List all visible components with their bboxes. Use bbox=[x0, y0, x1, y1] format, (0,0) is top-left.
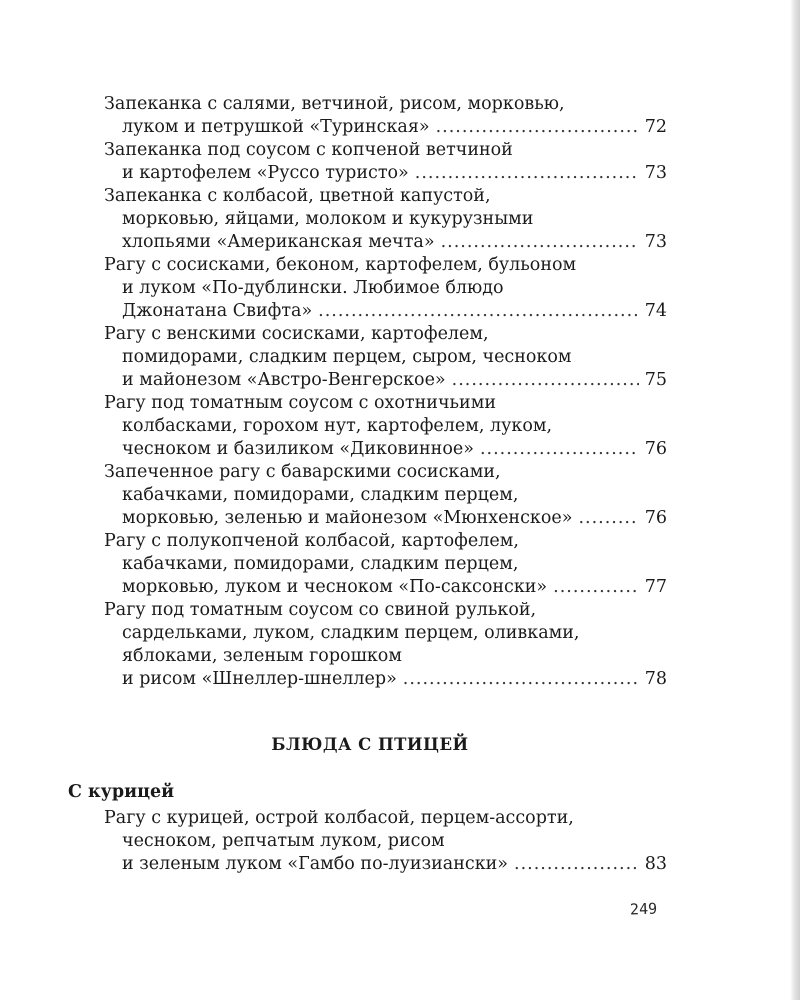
toc-page-number: 73 bbox=[644, 163, 667, 183]
toc-entry bbox=[104, 530, 667, 599]
dot-leader bbox=[403, 668, 639, 691]
toc-entry-continuation-line: кабачками, помидорами, сладким перцем, bbox=[122, 554, 519, 574]
toc-page-number: 74 bbox=[644, 301, 667, 321]
toc-entry bbox=[104, 392, 667, 461]
toc-page-number: 72 bbox=[644, 117, 667, 137]
toc-entry bbox=[104, 93, 667, 139]
toc-page-number: 77 bbox=[644, 577, 667, 597]
toc-entry-last-line bbox=[104, 853, 667, 876]
subsection-title: С курицей bbox=[68, 782, 175, 802]
toc-entry-first-line: Рагу под томатным соусом с охотничьими bbox=[104, 393, 496, 413]
toc-entry-last-line bbox=[104, 162, 667, 185]
toc-entry-last-line-text: луком и петрушкой «Туринская» bbox=[122, 117, 430, 137]
toc-entry-last-line bbox=[104, 576, 667, 599]
toc-entry-continuation-line: кабачками, помидорами, сладким перцем, bbox=[122, 485, 519, 505]
dot-leader bbox=[436, 116, 639, 139]
toc-entry bbox=[104, 323, 667, 392]
toc-entry-continuation-line: чесноком, репчатым луком, рисом bbox=[122, 831, 445, 851]
toc-entry-continuation-line: сардельками, луком, сладким перцем, оливками, bbox=[122, 623, 580, 643]
toc-entry-last-line bbox=[104, 116, 667, 139]
toc-entry-last-line bbox=[104, 231, 667, 254]
dot-leader bbox=[480, 438, 639, 461]
toc-entry-continuation-line: морковью, яйцами, молоком и кукурузными bbox=[122, 209, 534, 229]
toc-entry-continuation-line: яблоками, зеленым горошком bbox=[122, 646, 402, 666]
toc-entry-last-line bbox=[104, 668, 667, 691]
toc-entry-last-line-text: и картофелем «Руссо туристо» bbox=[122, 163, 409, 183]
toc-entry-first-line: Запеченное рагу с баварскими сосисками, bbox=[104, 462, 501, 482]
toc-page-number: 76 bbox=[644, 508, 667, 528]
toc-entry-last-line bbox=[104, 438, 667, 461]
toc-entry-last-line-text: хлопьями «Американская мечта» bbox=[122, 232, 435, 252]
toc-entry bbox=[104, 254, 667, 323]
toc-entry-first-line: Рагу с полукопченой колбасой, картофелем, bbox=[104, 531, 519, 551]
toc-entry-first-line: Рагу с курицей, острой колбасой, перцем-ассорти, bbox=[104, 808, 574, 828]
toc-entry-first-line: Запеканка с салями, ветчиной, рисом, морковью, bbox=[104, 94, 565, 114]
toc-entry-last-line-text: и рисом «Шнеллер-шнеллер» bbox=[122, 669, 397, 689]
toc-entry-last-line-text: и майонезом «Австро-Венгерское» bbox=[122, 370, 446, 390]
toc-page-number: 73 bbox=[644, 232, 667, 252]
toc-entry-first-line: Рагу с венскими сосисками, картофелем, bbox=[104, 324, 489, 344]
toc-entry-first-line: Запеканка с колбасой, цветной капустой, bbox=[104, 186, 491, 206]
section-title: БЛЮДА С ПТИЦЕЙ bbox=[271, 735, 469, 754]
toc-entry-continuation-line: колбасками, горохом нут, картофелем, луком, bbox=[122, 416, 553, 436]
toc-entry-last-line bbox=[104, 300, 667, 323]
toc-entry-first-line: Рагу под томатным соусом со свиной рулькой, bbox=[104, 600, 537, 620]
toc-entry-continuation-line: помидорами, сладким перцем, сыром, чесноком bbox=[122, 347, 572, 367]
dot-leader bbox=[578, 507, 639, 530]
toc-entry-continuation-line: и луком «По-дублински. Любимое блюдо bbox=[122, 278, 504, 298]
dot-leader bbox=[514, 853, 639, 876]
dot-leader bbox=[415, 162, 639, 185]
toc-entry-last-line-text: и зеленым луком «Гамбо по-луизиански» bbox=[122, 854, 509, 874]
toc-entry-last-line-text: морковью, зеленью и майонезом «Мюнхенское» bbox=[122, 508, 573, 528]
toc-entry-last-line bbox=[104, 507, 667, 530]
toc-page-number: 78 bbox=[644, 669, 667, 689]
dot-leader bbox=[441, 231, 639, 254]
toc-entry bbox=[104, 807, 667, 876]
toc-page-number: 76 bbox=[644, 439, 667, 459]
toc-entry bbox=[104, 185, 667, 254]
toc-page-number: 83 bbox=[644, 854, 667, 874]
toc-entry-first-line: Запеканка под соусом с копченой ветчиной bbox=[104, 140, 513, 160]
section-table-of-contents bbox=[104, 807, 667, 876]
toc-entry bbox=[104, 461, 667, 530]
toc-entry-last-line-text: чесноком и базиликом «Диковинное» bbox=[122, 439, 474, 459]
toc-page-number: 75 bbox=[644, 370, 667, 390]
toc-entry-last-line bbox=[104, 369, 667, 392]
toc-entry-last-line-text: морковью, луком и чесноком «По-саксонски» bbox=[122, 577, 548, 597]
toc-entry-last-line-text: Джонатана Свифта» bbox=[122, 301, 313, 321]
toc-entry bbox=[104, 139, 667, 185]
page-edge-shadow bbox=[790, 0, 800, 1000]
toc-entry bbox=[104, 599, 667, 691]
dot-leader bbox=[318, 300, 639, 323]
dot-leader bbox=[553, 576, 639, 599]
toc-entry-first-line: Рагу с сосисками, беконом, картофелем, бульоном bbox=[104, 255, 577, 275]
table-of-contents bbox=[104, 93, 667, 691]
dot-leader bbox=[452, 369, 639, 392]
handwritten-page-number: 249 bbox=[629, 899, 658, 919]
